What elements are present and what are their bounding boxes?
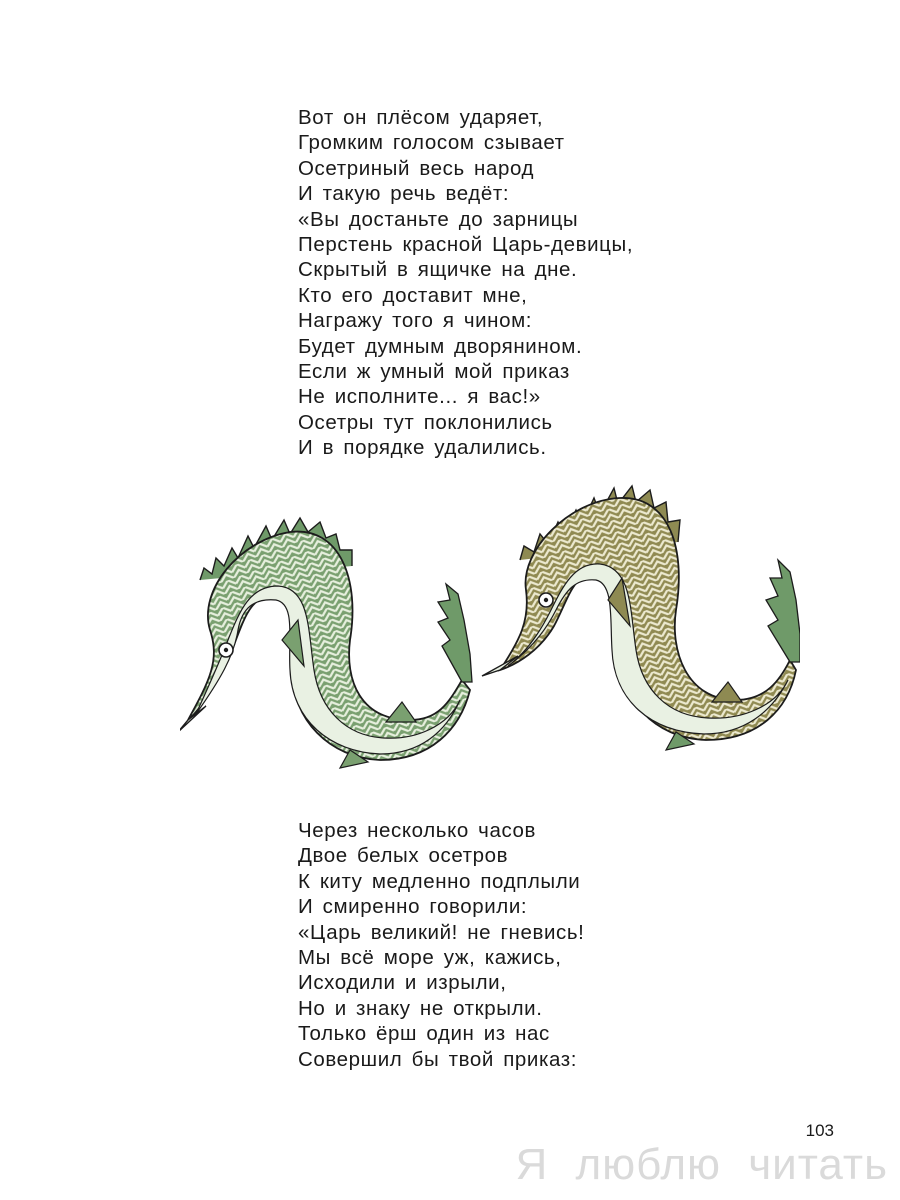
poem-line: Через несколько часов bbox=[298, 819, 537, 842]
poem-line: Двое белых осетров bbox=[298, 844, 509, 868]
poem-line: Громким голосом сзывает bbox=[298, 131, 565, 155]
poem-line: Только ёрш один из нас bbox=[298, 1022, 550, 1046]
sturgeon-left-icon bbox=[180, 518, 472, 768]
poem-stanza-bottom bbox=[298, 818, 584, 1072]
watermark: Я люблю читать bbox=[515, 1140, 888, 1189]
poem-line: И смиренно говорили: bbox=[298, 895, 528, 919]
poem-line: Осетры тут поклонились bbox=[298, 410, 553, 434]
poem-line: Если ж умный мой приказ bbox=[298, 360, 570, 384]
poem-line: Будет думным дворянином. bbox=[298, 334, 583, 358]
sturgeon-right-icon bbox=[482, 486, 800, 750]
poem-line: Но и знаку не открыли. bbox=[298, 996, 543, 1020]
sturgeons-illustration bbox=[180, 470, 800, 790]
page-number: 103 bbox=[805, 1121, 834, 1140]
poem-line: Совершил бы твой приказ: bbox=[298, 1047, 578, 1071]
poem-stanza-top bbox=[298, 105, 633, 461]
poem-line: И в порядке удалились. bbox=[298, 436, 547, 460]
poem-line: Скрытый в ящичке на дне. bbox=[298, 258, 578, 282]
poem-line: Мы всё море уж, кажись, bbox=[298, 946, 562, 970]
poem-line: Исходили и изрыли, bbox=[298, 971, 507, 995]
poem-line: И такую речь ведёт: bbox=[298, 182, 510, 206]
poem-line: Кто его доставит мне, bbox=[298, 283, 528, 307]
poem-line: К киту медленно подплыли bbox=[298, 869, 581, 893]
poem-line: Осетриный весь народ bbox=[298, 156, 535, 180]
poem-line: Награжу того я чином: bbox=[298, 309, 533, 333]
poem-line: «Царь великий! не гневись! bbox=[298, 920, 585, 944]
poem-line: Вот он плёсом ударяет, bbox=[298, 106, 544, 129]
poem-line: Перстень красной Царь-девицы, bbox=[298, 233, 634, 257]
poem-line: Не исполните... я вас!» bbox=[298, 385, 541, 409]
poem-line: «Вы достаньте до зарницы bbox=[298, 207, 579, 231]
